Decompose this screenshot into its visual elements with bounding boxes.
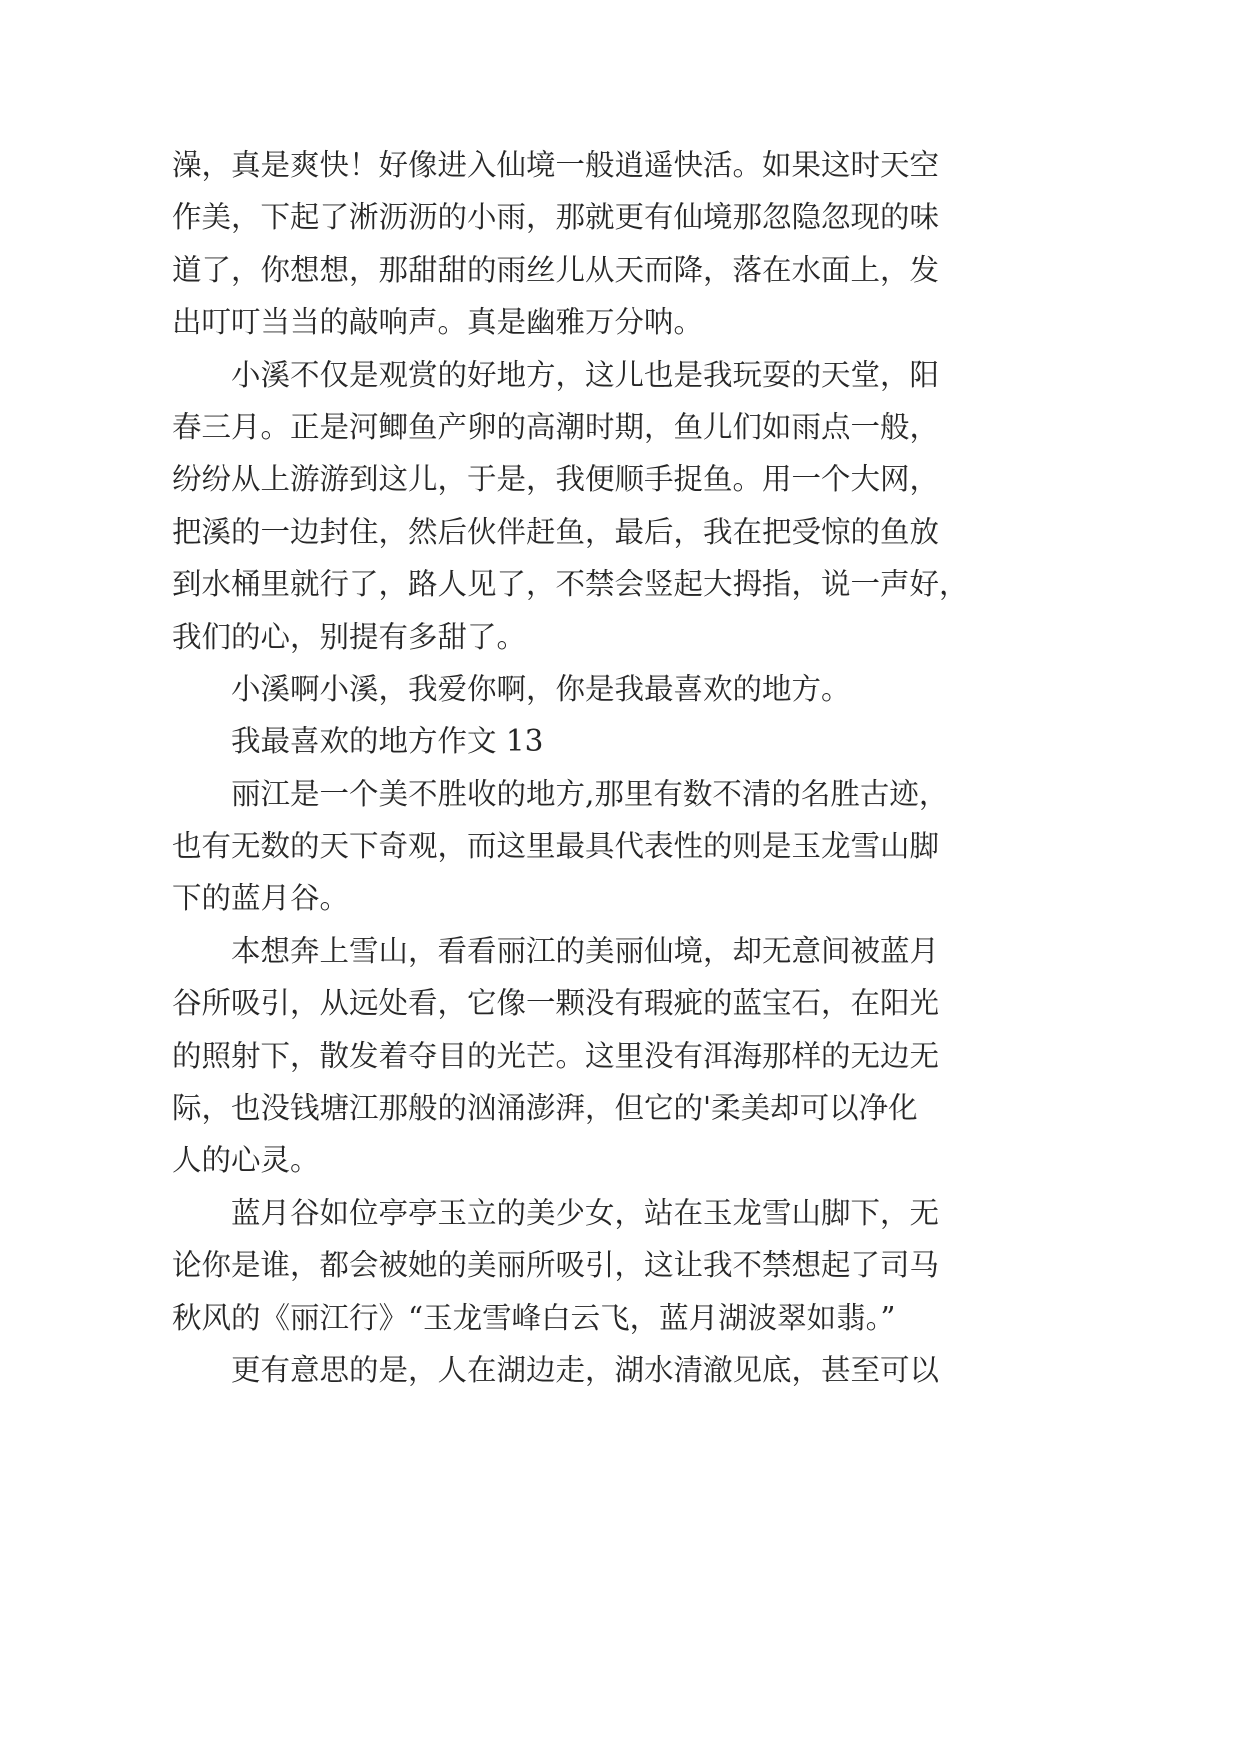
text-line: 际，也没钱塘江那般的汹涌澎湃，但它的'柔美却可以净化	[172, 1091, 918, 1126]
text-line: 纷纷从上游游到这儿，于是，我便顺手捉鱼。用一个大网，	[172, 462, 940, 497]
text-line: 小溪啊小溪，我爱你啊，你是我最喜欢的地方。	[231, 671, 851, 706]
paragraph	[172, 1187, 972, 1344]
text-line: 道了，你想想，那甜甜的雨丝儿从天而降，落在水面上，发	[172, 252, 940, 287]
text-line: 谷所吸引，从远处看，它像一颗没有瑕疵的蓝宝石，在阳光	[172, 986, 940, 1021]
paragraph	[172, 349, 972, 663]
section-heading	[172, 715, 972, 767]
text-line: 蓝月谷如位亭亭玉立的美少女，站在玉龙雪山脚下，无	[231, 1195, 940, 1230]
text-line: 作美，下起了淅沥沥的小雨，那就更有仙境那忽隐忽现的味	[172, 200, 940, 235]
text-line: 我们的心，别提有多甜了。	[172, 619, 527, 654]
text-line: 把溪的一边封住，然后伙伴赶鱼，最后，我在把受惊的鱼放	[172, 514, 940, 549]
text-line: 丽江是一个美不胜收的地方,那里有数不清的名胜古迹，	[231, 776, 949, 811]
paragraph	[172, 663, 972, 715]
text-line: 小溪不仅是观赏的好地方，这儿也是我玩耍的天堂，阳	[231, 357, 940, 392]
heading-line: 我最喜欢的地方作文 13	[231, 724, 544, 759]
text-line: 春三月。正是河鲫鱼产卵的高潮时期，鱼儿们如雨点一般，	[172, 409, 940, 444]
document-body	[172, 139, 972, 1396]
text-line: 更有意思的是，人在湖边走，湖水清澈见底，甚至可以	[231, 1352, 940, 1387]
text-line: 人的心灵。	[172, 1143, 320, 1178]
text-line: 秋风的《丽江行》“玉龙雪峰白云飞，蓝月湖波翠如翡。”	[172, 1300, 896, 1335]
text-line: 到水桶里就行了，路人见了，不禁会竖起大拇指，说一声好，	[172, 567, 969, 602]
text-line: 论你是谁，都会被她的美丽所吸引，这让我不禁想起了司马	[172, 1248, 940, 1283]
text-line: 下的蓝月谷。	[172, 881, 350, 916]
paragraph	[172, 139, 972, 349]
paragraph	[172, 1344, 972, 1396]
text-line: 澡，真是爽快！好像进入仙境一般逍遥快活。如果这时天空	[172, 148, 940, 182]
text-line: 出叮叮当当的敲响声。真是幽雅万分呐。	[172, 305, 704, 340]
paragraph	[172, 768, 972, 925]
text-line: 本想奔上雪山，看看丽江的美丽仙境，却无意间被蓝月	[231, 933, 940, 968]
text-line: 的照射下，散发着夺目的光芒。这里没有洱海那样的无边无	[172, 1038, 940, 1073]
paragraph	[172, 925, 972, 1187]
text-line: 也有无数的天下奇观，而这里最具代表性的则是玉龙雪山脚	[172, 829, 940, 864]
